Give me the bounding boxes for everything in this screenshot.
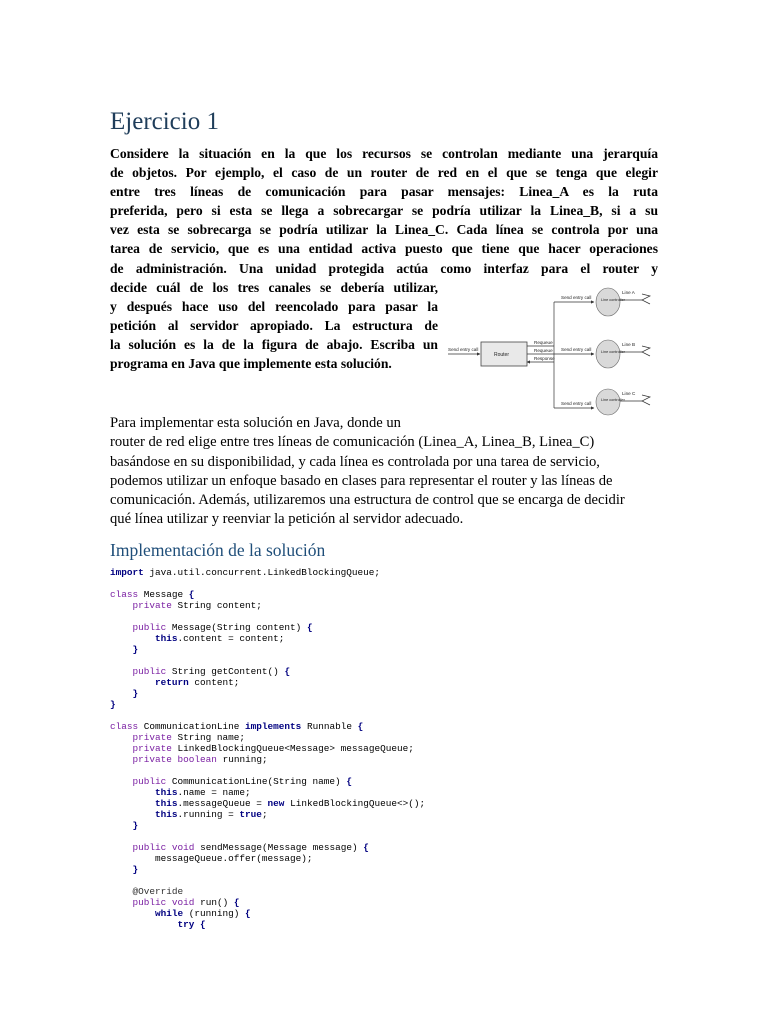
code-line (110, 589, 670, 600)
code-line (110, 743, 670, 754)
code-token: public (132, 842, 167, 853)
code-text: Message(String content) (166, 622, 307, 633)
code-token: this (155, 809, 178, 820)
statement-line: programa en Java que implemente esta solución. (110, 356, 392, 372)
code-text: .content = content; (177, 633, 285, 644)
code-token: } (110, 699, 116, 710)
code-text: CommunicationLine(String name) (166, 776, 347, 787)
statement-line: tarea de servicio, que es una entidad activa puesto que tiene que hacer operaciones (110, 241, 658, 257)
code-line (110, 567, 670, 578)
code-text (110, 820, 133, 831)
code-line (110, 721, 670, 732)
code-text (110, 776, 133, 787)
code-token: { (284, 666, 291, 677)
code-text (110, 732, 133, 743)
code-text (110, 600, 133, 611)
code-token: public (132, 622, 167, 633)
code-line (110, 633, 670, 644)
code-text: String getContent() (166, 666, 285, 677)
code-text (110, 666, 133, 677)
response-label: Response (534, 356, 555, 361)
code-token: { (188, 589, 195, 600)
code-token: try (177, 919, 195, 930)
statement-line: decide cuál de los tres canales se debería utilizar, (110, 279, 438, 295)
code-text: String name; (171, 732, 246, 743)
code-text (110, 908, 155, 919)
statement-line: Considere la situación en la que los recursos se controlan mediante una jerarquía (110, 146, 658, 161)
send-entry-call-label: Send entry call (561, 347, 592, 352)
code-line (110, 677, 670, 688)
statement-line: de objetos. Por ejemplo, el caso de un router de red en el que se tenga que elegir (110, 165, 658, 181)
line-c-label: Line C (622, 391, 636, 396)
statement-line: entre tres líneas de comunicación para pasar mensajes: Linea_A es la ruta (110, 184, 658, 200)
code-line (110, 666, 670, 677)
code-token: { (357, 721, 364, 732)
code-line (110, 644, 670, 655)
statement-line: la solución es la de la figura de abajo. Escriba un (110, 336, 438, 352)
code-text: content; (188, 677, 240, 688)
explanation-line: Para implementar esta solución en Java, donde un (110, 415, 401, 431)
code-token: return (155, 677, 189, 688)
code-text: (running) (183, 908, 246, 919)
code-text (110, 864, 133, 875)
code-text: LinkedBlockingQueue<>(); (284, 798, 426, 809)
code-token: class (110, 589, 139, 600)
explanation-line: basándose en su disponibilidad, y cada línea es controlada por una tarea de servicio, (110, 453, 600, 470)
code-token: class (110, 721, 139, 732)
statement-line: vez esta se sobrecarga se podría utilizar la Linea_C. Cada línea se controla por una (110, 222, 658, 238)
code-token: while (155, 908, 184, 919)
code-token: { (200, 919, 206, 930)
code-token: { (363, 842, 369, 853)
code-text: .name = name; (177, 787, 251, 798)
send-entry-call-label: Send entry call (448, 347, 479, 352)
code-text (110, 787, 155, 798)
requeue-label: Requeue (534, 340, 553, 345)
code-line (110, 864, 670, 875)
code-line (110, 655, 670, 666)
code-text: running; (216, 754, 268, 765)
code-text (110, 842, 133, 853)
line-a-branch (554, 288, 650, 316)
code-token: { (306, 622, 313, 633)
code-line (110, 710, 670, 721)
page-title: Ejercicio 1 (110, 108, 219, 135)
statement-line: de administración. Una unidad protegida actúa como interfaz para el router y (110, 260, 658, 276)
code-token: true (239, 809, 262, 820)
code-token: { (245, 908, 251, 919)
code-line (110, 732, 670, 743)
code-token: public (132, 666, 167, 677)
code-text: messageQueue.offer(message); (110, 853, 313, 864)
router-label: Router (494, 352, 510, 358)
code-text (110, 743, 133, 754)
code-text: ; (261, 809, 268, 820)
code-text (110, 688, 133, 699)
code-text (110, 798, 155, 809)
code-line (110, 853, 670, 864)
code-text (110, 886, 133, 897)
code-text (110, 677, 155, 688)
code-text: java.util.concurrent.LinkedBlockingQueue; (143, 567, 381, 578)
code-line (110, 886, 670, 897)
code-token: } (132, 820, 139, 831)
code-line (110, 776, 670, 787)
code-line (110, 875, 670, 886)
code-text: LinkedBlockingQueue<Message> messageQueue; (171, 743, 414, 754)
solution-explanation (110, 414, 658, 530)
code-line (110, 842, 670, 853)
code-line (110, 765, 670, 776)
code-token: import (110, 567, 144, 578)
code-token: } (132, 688, 139, 699)
code-text (110, 919, 178, 930)
code-text: CommunicationLine (138, 721, 246, 732)
code-text: .running = (177, 809, 240, 820)
explanation-line: router de red elige entre tres líneas de comunicación (Linea_A, Linea_B, Linea_C) (110, 434, 595, 451)
code-text (110, 633, 155, 644)
line-controller-label: Line controller (601, 350, 625, 354)
requeue-arrows (527, 302, 555, 408)
code-line (110, 831, 670, 842)
code-text: run() (194, 897, 234, 908)
send-entry-call-label: Send entry call (561, 295, 592, 300)
code-text (110, 809, 155, 820)
line-b-branch (554, 340, 650, 368)
code-text: sendMessage(Message message) (194, 842, 364, 853)
code-line (110, 688, 670, 699)
code-line (110, 908, 670, 919)
code-token: this (155, 787, 178, 798)
code-token: public (132, 897, 167, 908)
code-text (110, 644, 133, 655)
statement-line: petición al servidor apropiado. La estructura de (110, 317, 438, 333)
code-token: new (267, 798, 285, 809)
java-code-block (110, 567, 670, 930)
code-line (110, 809, 670, 820)
code-line (110, 820, 670, 831)
line-c-branch (554, 389, 650, 415)
section-heading: Implementación de la solución (110, 540, 326, 560)
router-box (481, 342, 527, 366)
send-entry-call-input (448, 347, 480, 354)
code-token: } (132, 864, 139, 875)
line-b-label: Line B (622, 342, 636, 347)
router-diagram (446, 284, 662, 416)
code-line (110, 578, 670, 589)
explanation-line: comunicación. Además, utilizaremos una estructura de control que se encarga de decidir (110, 492, 625, 509)
code-token: boolean (177, 754, 217, 765)
code-token: private (132, 754, 172, 765)
line-controller-label: Line controller (601, 398, 625, 402)
code-text (110, 754, 133, 765)
code-token: void (171, 897, 195, 908)
explanation-line: qué línea utilizar y reenviar la petición al servidor adecuado. (110, 511, 464, 528)
code-line (110, 622, 670, 633)
code-token: implements (245, 721, 302, 732)
line-a-label: Line A (622, 290, 635, 295)
code-token: private (132, 732, 172, 743)
code-text: String content; (171, 600, 262, 611)
code-line (110, 897, 670, 908)
code-line (110, 798, 670, 809)
code-token: void (171, 842, 195, 853)
requeue-label: Requeue (534, 348, 553, 353)
code-token: public (132, 776, 167, 787)
code-line (110, 787, 670, 798)
code-token: private (132, 743, 172, 754)
code-token: private (132, 600, 172, 611)
code-line (110, 919, 670, 930)
code-text: Runnable (301, 721, 358, 732)
code-line (110, 600, 670, 611)
code-line (110, 699, 670, 710)
code-token: { (233, 897, 240, 908)
code-text: .messageQueue = (177, 798, 268, 809)
line-controller-label: Line controller (601, 298, 625, 302)
code-token: @Override (132, 886, 184, 897)
send-entry-call-label: Send entry call (561, 401, 592, 406)
code-line (110, 754, 670, 765)
explanation-line: podemos utilizar un enfoque basado en clases para representar el router y las líneas de (110, 472, 613, 489)
code-text (110, 897, 133, 908)
code-token: this (155, 633, 178, 644)
code-line (110, 611, 670, 622)
statement-line: preferida, pero si esta se llega a sobrecargar se podría utilizar la Linea_B, si a su (110, 203, 658, 219)
code-text (110, 622, 133, 633)
code-token: this (155, 798, 178, 809)
code-text: Message (138, 589, 189, 600)
code-token: { (346, 776, 352, 787)
code-token: } (132, 644, 139, 655)
statement-line: y después hace uso del reencolado para pasar la (110, 298, 438, 314)
